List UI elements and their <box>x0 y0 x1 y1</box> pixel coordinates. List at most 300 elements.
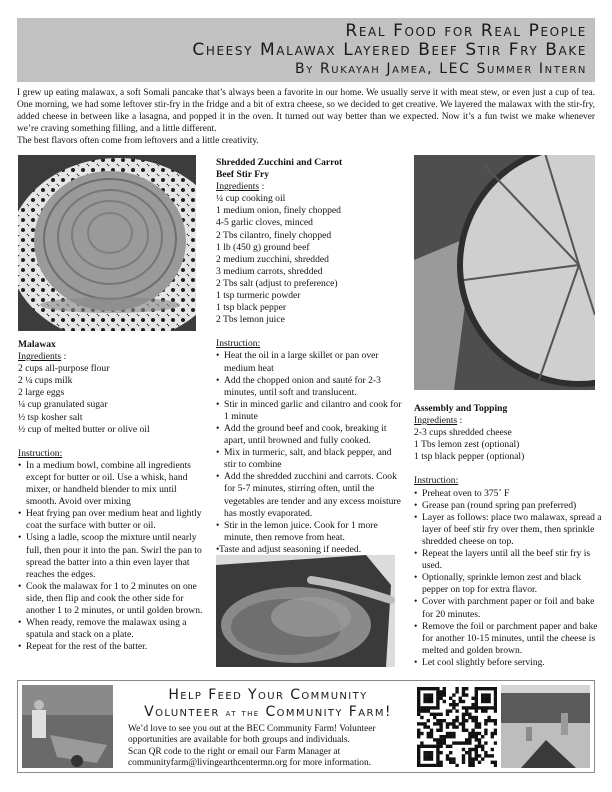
ingredient-item: 1 tsp black pepper (optional) <box>414 451 525 463</box>
ingredient-item: ½ cup of melted butter or olive oil <box>18 423 150 435</box>
qr-module <box>423 754 426 757</box>
instruction-step: • In a medium bowl, combine all ingredients except for butter or oil. Use a whisk, hand mixer, or handheld blender to mix until smooth. Avoid over mixing <box>18 460 208 508</box>
instruction-step: • Grease pan (round spring pan preferred) <box>414 500 604 512</box>
qr-module <box>439 751 442 754</box>
ingredient-item: 2 large eggs <box>18 387 65 399</box>
qr-module <box>465 706 468 709</box>
qr-module <box>446 725 449 728</box>
qr-module <box>494 706 497 709</box>
qr-module <box>446 722 449 725</box>
qr-module <box>436 703 439 706</box>
qr-module <box>491 754 494 757</box>
qr-module <box>427 745 430 748</box>
intro-text <box>17 87 595 147</box>
instruction-step: • When ready, remove the malawax using a spatula and stack on a plate. <box>18 617 208 641</box>
qr-module <box>423 751 426 754</box>
instruction-step: • Heat the oil in a large skillet or pan over medium heat <box>216 350 404 374</box>
instruction-step: • Remove the foil or parchment paper and bake for another 10-15 minutes, until the cheese is melted and golden brown. <box>414 621 604 657</box>
qr-module <box>430 745 433 748</box>
qr-module <box>430 754 433 757</box>
qr-module <box>452 719 455 722</box>
qr-module <box>443 719 446 722</box>
qr-code-icon <box>417 687 497 767</box>
instruction-step: • Optionally, sprinkle lemon zest and black pepper on top for extra flavor. <box>414 572 604 596</box>
qr-module <box>471 735 474 738</box>
qr-module <box>430 735 433 738</box>
qr-module <box>455 741 458 744</box>
qr-module <box>475 732 478 735</box>
qr-module <box>449 735 452 738</box>
qr-module <box>439 697 442 700</box>
ingredient-item: 2-3 cups shredded cheese <box>414 427 512 439</box>
qr-module <box>427 687 430 690</box>
qr-module <box>481 745 484 748</box>
assembly-recipe <box>414 403 604 669</box>
qr-module <box>465 713 468 716</box>
qr-module <box>487 716 490 719</box>
ingredient-item: 4-5 garlic cloves, minced <box>216 217 313 229</box>
instruction-step: • Stir in the lemon juice. Cook for 1 more minute, then remove from heat. <box>216 520 404 544</box>
assembly-title: Assembly and Topping <box>414 403 508 414</box>
qr-module <box>487 687 490 690</box>
series-title: Real Food for Real People <box>345 21 587 41</box>
instruction-step: • Taste and adjust seasoning if needed. <box>216 544 404 556</box>
qr-module <box>430 757 433 760</box>
qr-module <box>468 716 471 719</box>
qr-module <box>436 738 439 741</box>
qr-module <box>439 761 442 764</box>
qr-module <box>465 738 468 741</box>
qr-module <box>494 693 497 696</box>
qr-module <box>423 697 426 700</box>
qr-module <box>439 738 442 741</box>
qr-module <box>436 722 439 725</box>
qr-module <box>427 719 430 722</box>
malawax-instructions <box>18 460 208 654</box>
qr-module <box>465 687 468 690</box>
qr-module <box>478 725 481 728</box>
qr-module <box>484 729 487 732</box>
qr-module <box>439 764 442 767</box>
instruction-step: • Heat frying pan over medium heat and lightly coat the surface with butter or oil. <box>18 508 208 532</box>
qr-module <box>423 725 426 728</box>
qr-module <box>452 757 455 760</box>
qr-module <box>420 722 423 725</box>
qr-code[interactable] <box>417 687 497 767</box>
qr-module <box>475 700 478 703</box>
qr-module <box>481 748 484 751</box>
qr-module <box>417 735 420 738</box>
qr-module <box>446 709 449 712</box>
qr-module <box>462 722 465 725</box>
qr-module <box>452 703 455 706</box>
qr-module <box>446 757 449 760</box>
qr-module <box>449 757 452 760</box>
qr-module <box>427 725 430 728</box>
volunteer-line: We’d love to see you out at the BEC Community Farm! Volunteer <box>128 724 376 734</box>
qr-module <box>436 754 439 757</box>
malawax-ingredients <box>18 363 208 436</box>
qr-module <box>443 687 446 690</box>
qr-module <box>436 690 439 693</box>
qr-module <box>484 732 487 735</box>
qr-module <box>475 748 478 751</box>
qr-module <box>443 741 446 744</box>
qr-module <box>455 725 458 728</box>
qr-module <box>423 693 426 696</box>
qr-module <box>475 703 478 706</box>
instruction-step: • Add the chopped onion and sauté for 2-3 minutes, until soft and translucent. <box>216 375 404 399</box>
qr-module <box>417 690 420 693</box>
qr-module <box>417 729 420 732</box>
qr-module <box>436 745 439 748</box>
qr-module <box>455 687 458 690</box>
qr-module <box>471 706 474 709</box>
malawax-photo-illustration <box>18 155 196 331</box>
qr-module <box>487 700 490 703</box>
stir-fry-title-line1: Shredded Zucchini and Carrot <box>216 157 343 168</box>
qr-module <box>452 732 455 735</box>
qr-module <box>439 735 442 738</box>
qr-module <box>471 697 474 700</box>
qr-module <box>433 687 436 690</box>
qr-module <box>443 700 446 703</box>
qr-module <box>449 751 452 754</box>
qr-module <box>436 700 439 703</box>
stir-fry-recipe <box>216 157 404 556</box>
instruction-step: • Add the ground beef and cook, breaking it apart, until browned and fully cooked. <box>216 423 404 447</box>
volunteer-heading-line1: Help Feed Your Community <box>168 687 368 703</box>
qr-module <box>452 722 455 725</box>
qr-module <box>423 722 426 725</box>
qr-module <box>455 703 458 706</box>
qr-module <box>494 697 497 700</box>
qr-module <box>417 697 420 700</box>
stir-fry-instructions-heading: Instruction: <box>216 338 261 350</box>
qr-module <box>436 706 439 709</box>
qr-module <box>459 697 462 700</box>
qr-module <box>427 754 430 757</box>
qr-module <box>471 761 474 764</box>
qr-module <box>439 725 442 728</box>
qr-module <box>484 687 487 690</box>
assembly-ingredients <box>414 427 604 463</box>
qr-module <box>478 741 481 744</box>
intro-closing: The best flavors often come from leftovers and a little creativity. <box>17 136 259 147</box>
qr-module <box>494 764 497 767</box>
qr-module <box>420 706 423 709</box>
qr-module <box>417 764 420 767</box>
instruction-step: • Let cool slightly before serving. <box>414 657 604 669</box>
qr-module <box>433 722 436 725</box>
qr-module <box>494 687 497 690</box>
qr-module <box>494 722 497 725</box>
qr-module <box>443 735 446 738</box>
qr-module <box>491 687 494 690</box>
qr-module <box>417 703 420 706</box>
qr-module <box>433 764 436 767</box>
qr-module <box>468 751 471 754</box>
ingredient-item: 1 lb (450 g) ground beef <box>216 241 310 253</box>
qr-module <box>430 687 433 690</box>
qr-module <box>475 687 478 690</box>
qr-module <box>423 700 426 703</box>
ingredient-item: 2 cups all-purpose flour <box>18 363 110 375</box>
instruction-step: • Using a ladle, scoop the mixture until nearly full, then pour it into the pan. Swirl the pan to spread the batter into a thin even layer that reaches the edges. <box>18 532 208 580</box>
qr-module <box>436 741 439 744</box>
qr-module <box>484 754 487 757</box>
qr-module <box>494 700 497 703</box>
bake-photo-illustration <box>414 155 595 390</box>
qr-module <box>478 738 481 741</box>
qr-module <box>446 732 449 735</box>
qr-module <box>468 713 471 716</box>
ingredient-item: 2 Tbs cilantro, finely chopped <box>216 229 332 241</box>
qr-module <box>439 719 442 722</box>
qr-module <box>455 690 458 693</box>
malawax-title: Malawax <box>18 339 56 350</box>
qr-module <box>471 716 474 719</box>
qr-module <box>436 757 439 760</box>
ingredient-item: 2 Tbs salt (adjust to preference) <box>216 277 338 289</box>
qr-module <box>475 690 478 693</box>
qr-module <box>427 700 430 703</box>
qr-module <box>459 741 462 744</box>
qr-module <box>462 757 465 760</box>
instruction-step: • Repeat for the rest of the batter. <box>18 641 208 653</box>
qr-module <box>462 719 465 722</box>
ingredient-item: 1 tsp black pepper <box>216 302 287 314</box>
qr-module <box>417 732 420 735</box>
qr-module <box>417 757 420 760</box>
qr-module <box>417 706 420 709</box>
qr-module <box>423 745 426 748</box>
volunteer-left-illustration <box>22 685 113 768</box>
qr-module <box>436 693 439 696</box>
qr-module <box>462 693 465 696</box>
qr-module <box>436 761 439 764</box>
qr-module <box>494 741 497 744</box>
qr-module <box>462 706 465 709</box>
qr-module <box>487 719 490 722</box>
qr-module <box>446 713 449 716</box>
instruction-step: • Repeat the layers until all the beef stir fry is used. <box>414 548 604 572</box>
qr-module <box>471 703 474 706</box>
qr-module <box>430 732 433 735</box>
qr-module <box>465 719 468 722</box>
qr-module <box>439 713 442 716</box>
instruction-step: • Stir in minced garlic and cilantro and cook for 1 minute <box>216 399 404 423</box>
qr-module <box>475 722 478 725</box>
malawax-ingredients-heading: Ingredients : <box>18 351 67 363</box>
title-banner <box>17 18 595 82</box>
qr-module <box>427 706 430 709</box>
qr-module <box>475 709 478 712</box>
qr-module <box>417 745 420 748</box>
qr-module <box>452 725 455 728</box>
stir-fry-ingredients <box>216 193 404 326</box>
qr-module <box>449 732 452 735</box>
qr-module <box>462 754 465 757</box>
qr-module <box>427 735 430 738</box>
instruction-step: • Cook the malawax for 1 to 2 minutes on one side, then flip and cook the other side for another 1 to 2 minutes, or until golden brown. <box>18 581 208 617</box>
qr-module <box>494 719 497 722</box>
qr-module <box>462 716 465 719</box>
qr-module <box>468 764 471 767</box>
qr-module <box>478 745 481 748</box>
qr-module <box>436 751 439 754</box>
ingredient-item: ¼ cup cooking oil <box>216 193 286 205</box>
qr-module <box>494 729 497 732</box>
qr-module <box>439 693 442 696</box>
qr-module <box>417 751 420 754</box>
qr-module <box>423 764 426 767</box>
bake-photo <box>414 155 595 390</box>
qr-module <box>433 738 436 741</box>
qr-module <box>475 738 478 741</box>
qr-module <box>475 693 478 696</box>
stir-fry-ingredients-heading: Ingredients : <box>216 181 265 193</box>
qr-module <box>471 729 474 732</box>
qr-module <box>484 700 487 703</box>
qr-module <box>468 738 471 741</box>
qr-module <box>471 748 474 751</box>
qr-module <box>462 729 465 732</box>
qr-module <box>449 703 452 706</box>
qr-module <box>417 748 420 751</box>
qr-module <box>452 700 455 703</box>
qr-module <box>436 713 439 716</box>
qr-module <box>430 764 433 767</box>
qr-module <box>481 735 484 738</box>
qr-module <box>462 761 465 764</box>
qr-module <box>494 709 497 712</box>
qr-module <box>475 725 478 728</box>
qr-module <box>481 706 484 709</box>
qr-module <box>436 748 439 751</box>
qr-module <box>475 716 478 719</box>
ingredient-item: 3 medium carrots, shredded <box>216 265 323 277</box>
qr-module <box>430 729 433 732</box>
qr-module <box>443 738 446 741</box>
qr-module <box>462 713 465 716</box>
qr-module <box>484 722 487 725</box>
qr-module <box>417 754 420 757</box>
qr-module <box>433 716 436 719</box>
instruction-step: • Preheat oven to 375˚ F <box>414 488 604 500</box>
qr-module <box>443 690 446 693</box>
qr-module <box>465 709 468 712</box>
malawax-recipe <box>18 339 208 653</box>
qr-module <box>439 690 442 693</box>
qr-module <box>420 687 423 690</box>
qr-module <box>449 745 452 748</box>
qr-module <box>471 719 474 722</box>
qr-module <box>475 757 478 760</box>
qr-module <box>427 732 430 735</box>
qr-module <box>459 700 462 703</box>
qr-module <box>484 751 487 754</box>
ingredient-item: 1 tsp turmeric powder <box>216 290 301 302</box>
qr-module <box>455 764 458 767</box>
qr-module <box>494 690 497 693</box>
qr-module <box>494 732 497 735</box>
qr-module <box>455 719 458 722</box>
qr-module <box>420 709 423 712</box>
qr-module <box>491 706 494 709</box>
qr-module <box>436 764 439 767</box>
qr-module <box>487 693 490 696</box>
qr-module <box>417 687 420 690</box>
malawax-instructions-heading: Instruction: <box>18 447 63 459</box>
qr-module <box>436 697 439 700</box>
qr-module <box>481 709 484 712</box>
qr-module <box>462 690 465 693</box>
qr-module <box>423 709 426 712</box>
qr-module <box>487 706 490 709</box>
instruction-step: • Add the shredded zucchini and carrots. Cook for 5-7 minutes, stirring often, until the vegetables are tender and any excess moisture has mostly evaporated. <box>216 471 404 519</box>
qr-module <box>430 700 433 703</box>
qr-module <box>446 745 449 748</box>
qr-module <box>462 687 465 690</box>
qr-module <box>427 693 430 696</box>
qr-module <box>462 725 465 728</box>
qr-module <box>484 719 487 722</box>
qr-module <box>471 764 474 767</box>
qr-module <box>475 719 478 722</box>
qr-module <box>417 709 420 712</box>
volunteer-heading-line2: Volunteer at the Community Farm! <box>144 704 392 720</box>
volunteer-text <box>128 724 418 769</box>
qr-module <box>468 706 471 709</box>
qr-module <box>423 757 426 760</box>
qr-module <box>420 745 423 748</box>
qr-module <box>475 735 478 738</box>
volunteer-photo-right <box>501 685 590 768</box>
qr-module <box>478 732 481 735</box>
qr-module <box>481 687 484 690</box>
qr-module <box>491 732 494 735</box>
qr-module <box>446 754 449 757</box>
qr-module <box>430 751 433 754</box>
qr-module <box>484 741 487 744</box>
qr-module <box>468 735 471 738</box>
volunteer-email-link[interactable]: communityfarm@livingearthcentermn.org for more information. <box>128 757 372 768</box>
qr-module <box>427 757 430 760</box>
qr-module <box>417 722 420 725</box>
assembly-instructions <box>414 488 604 669</box>
qr-module <box>481 693 484 696</box>
qr-module <box>430 693 433 696</box>
qr-module <box>452 735 455 738</box>
qr-module <box>475 754 478 757</box>
qr-module <box>468 761 471 764</box>
qr-module <box>459 722 462 725</box>
qr-module <box>417 693 420 696</box>
qr-module <box>462 748 465 751</box>
ingredient-item: 1 medium onion, finely chopped <box>216 205 341 217</box>
qr-module <box>455 709 458 712</box>
recipe-title: Cheesy Malawax Layered Beef Stir Fry Bake <box>192 40 587 60</box>
qr-module <box>427 764 430 767</box>
qr-module <box>475 745 478 748</box>
qr-module <box>494 703 497 706</box>
qr-module <box>468 748 471 751</box>
qr-module <box>455 716 458 719</box>
instruction-step: • Mix in turmeric, salt, and black pepper, and stir to combine <box>216 447 404 471</box>
qr-module <box>436 729 439 732</box>
qr-module <box>481 697 484 700</box>
